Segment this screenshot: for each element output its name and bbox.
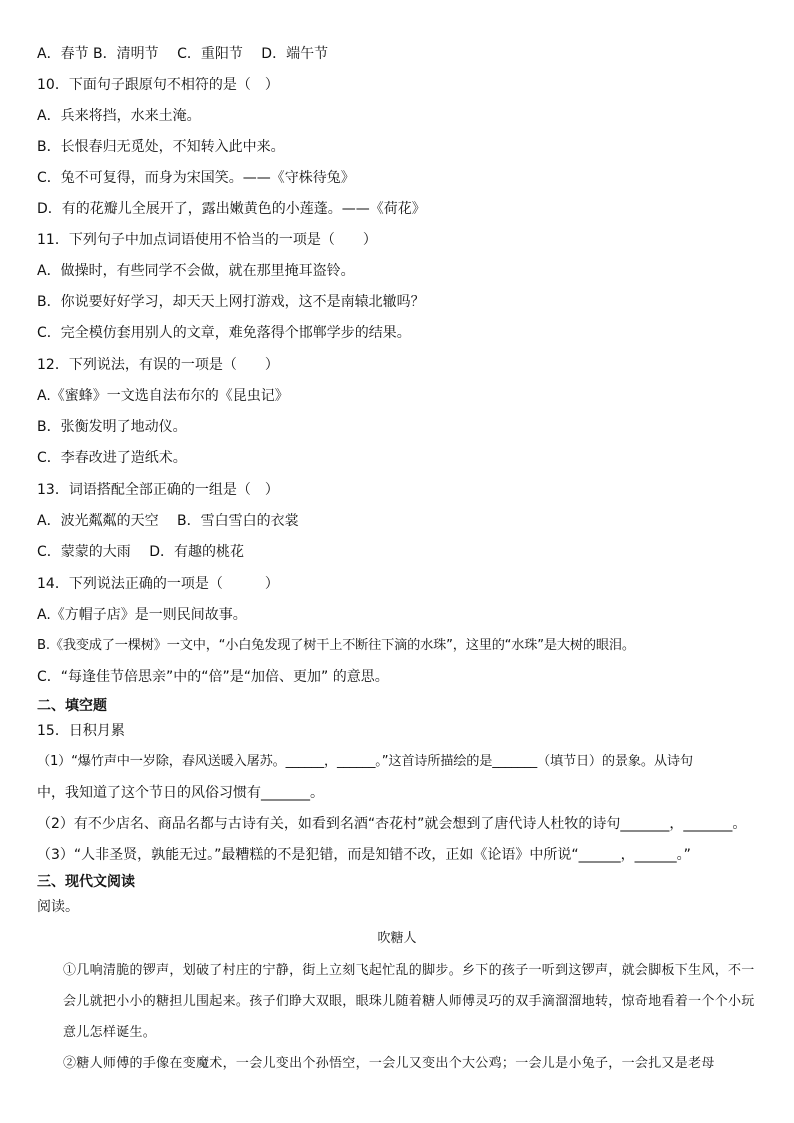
q10-option-b: B．长恨春归无觅处，不知转入此中来。	[37, 139, 285, 155]
q10-option-c: C．兔不可复得，而身为宋国笑。——《守株待兔》	[37, 170, 355, 186]
q10-stem: 10．下面句子跟原句不相符的是（ ）	[37, 77, 279, 93]
q11-option-a: A．做操时，有些同学不会做，就在那里掩耳盗铃。	[37, 263, 355, 279]
q11-stem: 11．下列句子中加点词语使用不恰当的一项是（ ）	[37, 232, 377, 248]
article-paragraph-1	[37, 955, 757, 1048]
q13-options-cd: C．蒙蒙的大雨 D．有趣的桃花	[37, 544, 245, 560]
article-paragraph-2	[37, 1048, 757, 1079]
q12-option-a: A.《蜜蜂》一文选自法布尔的《昆虫记》	[37, 388, 289, 404]
q11-option-c: C．完全模仿套用别人的文章，难免落得个邯郸学步的结果。	[37, 325, 411, 341]
q12-option-c: C．李春改进了造纸术。	[37, 450, 187, 466]
q12-option-b: B．张衡发明了地动仪。	[37, 419, 187, 435]
q13-stem: 13．词语搭配全部正确的一组是（ ）	[37, 482, 279, 498]
q15-stem: 15．日积月累	[37, 723, 125, 739]
q14-option-b: B.《我变成了一棵树》一文中，“小白兔发现了树干上不断往下滴的水珠”，这里的“水珠”是大树的眼泪。	[37, 638, 635, 653]
q10-option-a: A．兵来将挡，水来土淹。	[37, 108, 201, 124]
article-paragraph-2-text: ②糖人师傅的手像在变魔术，一会儿变出个孙悟空，一会儿又变出个大公鸡；一会儿是小兔子，一会扎又是老母	[63, 1056, 715, 1071]
q15-part1-line1: （1）“爆竹声中一岁除，春风送暖入屠苏。______，______。”这首诗所描绘的是_______（填节日）的景象。从诗句	[37, 754, 693, 769]
q14-option-a: A.《方帽子店》是一则民间故事。	[37, 607, 247, 623]
article-paragraph-1-text: ①几响清脆的锣声，划破了村庄的宁静，街上立刻飞起忙乱的脚步。乡下的孩子一听到这锣声，就会脚板下生风，不一会儿就把小小的糖担儿围起来。孩子们睁大双眼，眼珠儿随着糖人师傅灵巧的双手滴溜溜地转，惊奇地看着一个个小玩意儿怎样诞生。	[63, 963, 755, 1040]
q15-part2: （2）有不少店名、商品名都与古诗有关，如看到名酒“杏花村”就会想到了唐代诗人杜牧的诗句_______，_______。	[37, 816, 747, 832]
article-title: 吹糖人	[377, 931, 417, 946]
q13-options-ab: A．波光粼粼的天空 B．雪白雪白的衣裳	[37, 513, 299, 529]
q11-option-b: B．你说要好好学习，却天天上网打游戏，这不是南辕北辙吗？	[37, 294, 425, 310]
q14-stem: 14．下列说法正确的一项是（ ）	[37, 576, 279, 592]
q12-stem: 12．下列说法，有误的一项是（ ）	[37, 357, 279, 373]
section-heading-fill-in: 二、填空题	[37, 698, 107, 714]
reading-instruction: 阅读。	[37, 899, 79, 915]
section-heading-reading: 三、现代文阅读	[37, 874, 135, 890]
q10-option-d: D．有的花瓣儿全展开了，露出嫩黄色的小莲蓬。——《荷花》	[37, 201, 426, 217]
q14-option-c: C．“每逢佳节倍思亲”中的“倍”是“加倍、更加” 的意思。	[37, 669, 389, 685]
q15-part1-line2: 中，我知道了这个节日的风俗习惯有_______。	[37, 785, 324, 801]
q15-part3: （3）“人非圣贤，孰能无过。”最糟糕的不是犯错，而是知错不改，正如《论语》中所说“______，______。”	[37, 847, 691, 863]
q9-options: A．春节 B．清明节 C．重阳节 D．端午节	[37, 46, 329, 62]
